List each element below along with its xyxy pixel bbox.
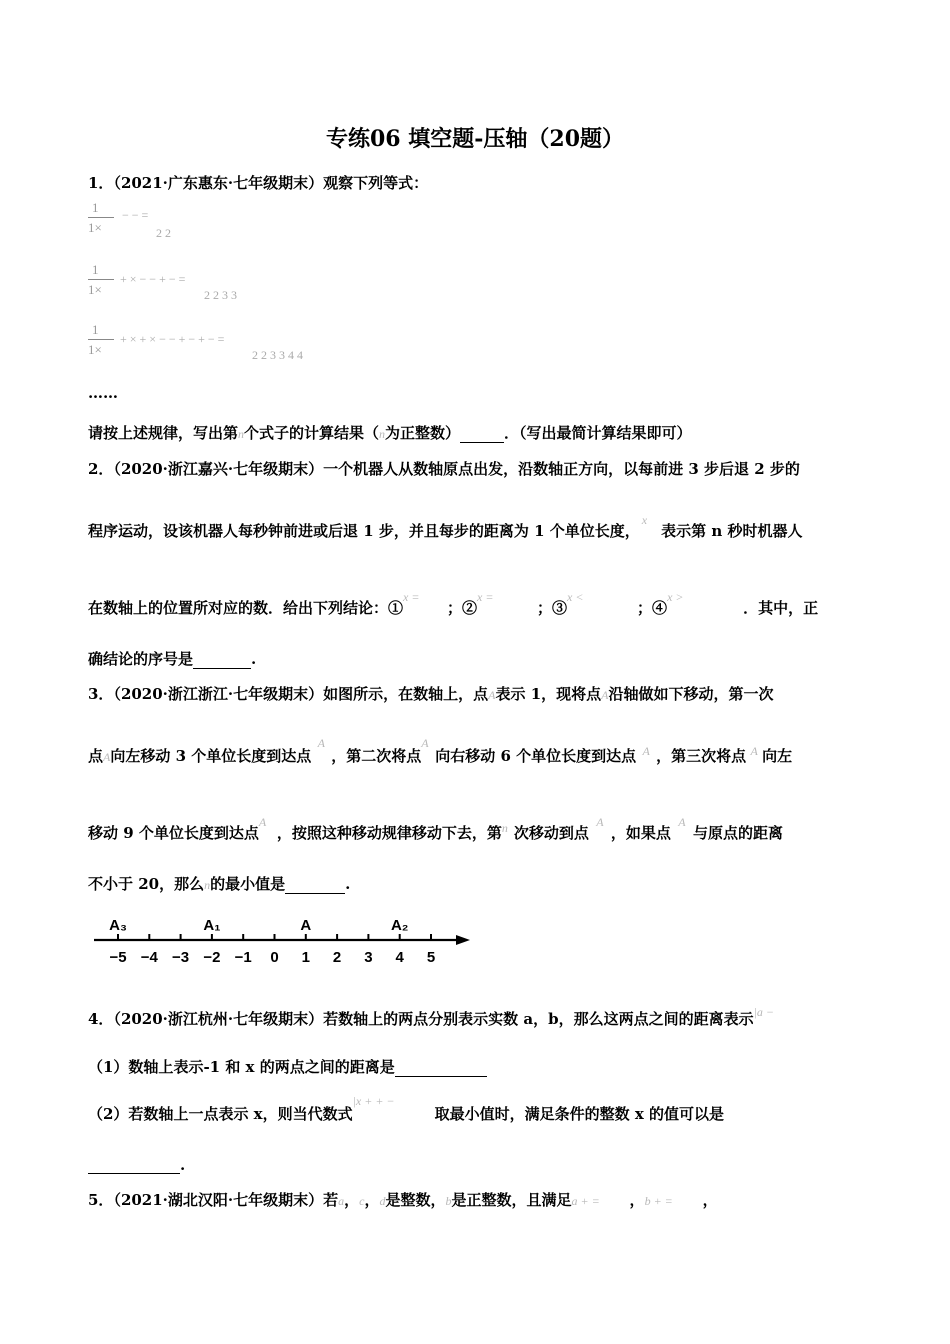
axis-tick-label: −2 <box>203 949 221 966</box>
q3-text: 向左 <box>762 747 793 765</box>
axis-tick-label: 2 <box>332 949 342 966</box>
variable-n: n <box>379 427 386 441</box>
conclusion-1: x = <box>403 590 420 604</box>
q3-text: ，第二次将点 <box>331 747 422 765</box>
axis-tick-label: 1 <box>301 949 310 966</box>
q5-text: 若 <box>323 1191 339 1209</box>
q1-eq3-terms: + × + × − − + − + − = <box>120 332 225 346</box>
q3-text: 不小于 20，那么 <box>88 875 205 893</box>
q3-text: 表示 1，现将点 <box>495 685 602 703</box>
point-a2-label: A <box>642 744 650 758</box>
axis-tick-label: −4 <box>140 949 158 966</box>
q3-line-3 <box>88 815 783 843</box>
q4-text: 若数轴上的两点分别表示实数 a，b，那么这两点之间的距离表示 <box>323 1010 754 1028</box>
q1-ask-part: 请按上述规律，写出第 <box>88 424 239 442</box>
q3-text: 的最小值是 <box>210 875 286 893</box>
point-an-label: A <box>596 815 604 829</box>
condition-1: a + = <box>571 1194 600 1208</box>
q1-eq1-denominators: 2 2 <box>156 226 171 240</box>
q2-text: 表示第 n 秒时机器人 <box>661 522 803 540</box>
conclusion-3: x < <box>567 590 584 604</box>
q3-line-1 <box>88 683 774 704</box>
q2-line-1 <box>88 458 800 479</box>
q3-source: （2020·浙江浙江·七年级期末） <box>113 685 324 703</box>
q3-line-2 <box>88 736 793 766</box>
fraction-numerator: 1 <box>92 322 99 337</box>
variable-x: x <box>641 513 648 527</box>
q4-text: （1）数轴上表示-1 和 x 的两点之间的距离是 <box>88 1058 395 1076</box>
q3-text: 与原点的距离 <box>692 824 783 842</box>
q4-text: 取最小值时，满足条件的整数 x 的值可以是 <box>434 1105 724 1123</box>
page-title: 专练06 填空题-压轴（20题） <box>325 126 625 152</box>
q2-text: 在数轴上的位置所对应的数．给出下列结论：① <box>88 599 404 617</box>
q4-line-1 <box>88 1005 774 1029</box>
q1-ask-part: 为正整数） <box>385 424 461 442</box>
q3-number: 3． <box>88 685 114 703</box>
q3-text: 如图所示，在数轴上，点 <box>323 685 489 703</box>
variable-n: n <box>501 821 508 835</box>
variable-n: n <box>238 427 245 441</box>
q1-source: （2021·广东惠东·七年级期末） <box>113 174 324 192</box>
q5-source: （2021·湖北汉阳·七年级期末） <box>113 1191 324 1209</box>
q2-line-4: 确结论的序号是 . <box>88 650 257 668</box>
axis-tick-label: −1 <box>234 949 252 966</box>
variable-c: c <box>359 1194 365 1208</box>
q2-text: 一个机器人从数轴原点出发，沿数轴正方向，以每前进 3 步后退 2 步的 <box>323 460 800 478</box>
q3-text: ，如果点 <box>610 824 671 842</box>
axis-tick-label: 0 <box>270 949 279 966</box>
q2-text: ；② <box>447 599 478 617</box>
axis-arrow-icon <box>456 935 470 945</box>
axis-tick-label: −5 <box>109 949 127 966</box>
axis-point-label: A₃ <box>109 917 127 934</box>
point-a1-label: A <box>317 736 325 750</box>
condition-2: b + = <box>644 1194 673 1208</box>
point-a2-label: A <box>750 744 758 758</box>
q2-number: 2． <box>88 460 114 478</box>
axis-tick-label: 3 <box>364 949 373 966</box>
point-a-label: A <box>601 688 609 702</box>
q3-line-4: 不小于 20，那么n的最小值是 . <box>88 875 351 893</box>
q3-text: 向右移动 6 个单位长度到达点 <box>435 747 637 765</box>
axis-tick-label: −3 <box>172 949 190 966</box>
answer-blank <box>460 428 504 443</box>
q4-source: （2020·浙江杭州·七年级期末） <box>113 1010 324 1028</box>
q2-source: （2020·浙江嘉兴·七年级期末） <box>113 460 324 478</box>
fraction-bar <box>88 339 114 340</box>
answer-blank <box>88 1159 180 1174</box>
fraction-bar <box>88 217 114 218</box>
q1-ask <box>88 422 692 443</box>
q1-ask-part: ．（写出最简计算结果即可） <box>504 424 692 442</box>
q3-text: ，第三次将点 <box>656 747 747 765</box>
fraction-denominator: 1× <box>88 220 102 235</box>
q5-number: 5． <box>88 1191 114 1209</box>
fraction-bar <box>88 279 114 280</box>
q3-text: 移动 9 个单位长度到达点 <box>88 824 259 842</box>
q5-text: 是正整数，且满足 <box>451 1191 572 1209</box>
q2-line-3 <box>88 590 819 618</box>
q1-eq1-terms: − − = <box>122 208 149 222</box>
point-a3-label: A <box>258 815 267 829</box>
q2-text: ；④ <box>637 599 668 617</box>
variable-b: b <box>445 1194 452 1208</box>
variable-a: a <box>338 1194 345 1208</box>
axis-tick-label: 4 <box>395 949 404 966</box>
q4-number: 4． <box>88 1010 114 1028</box>
q4-text: （2）若数轴上一点表示 x，则当代数式 <box>88 1105 353 1123</box>
q1-stem: 观察下列等式： <box>323 174 429 192</box>
fraction-denominator: 1× <box>88 342 102 357</box>
axis-point-label: A₂ <box>390 917 409 934</box>
fraction-numerator: 1 <box>92 200 99 215</box>
q3-text: 点 <box>88 747 104 765</box>
axis-point-label: A <box>300 917 312 934</box>
number-line-figure <box>88 908 478 968</box>
q3-text: ，按照这种移动规律移动下去，第 <box>276 824 502 842</box>
q3-text: 沿轴做如下移动，第一次 <box>608 685 774 703</box>
q2-text: 确结论的序号是 <box>88 650 194 668</box>
answer-blank <box>395 1062 487 1077</box>
q1-number: 1． <box>88 174 114 192</box>
q5-text: 是整数， <box>385 1191 446 1209</box>
q2-text: 程序运动，设该机器人每秒钟前进或后退 1 步，并且每步的距离为 1 个单位长度， <box>88 522 640 540</box>
point-a-label: A <box>103 750 111 764</box>
abs-expression: |x + + − <box>352 1094 395 1108</box>
variable-d: d <box>379 1194 386 1208</box>
q2-line-2 <box>88 513 803 541</box>
point-a-label: A <box>488 688 496 702</box>
answer-blank <box>193 654 251 669</box>
q1-ask-part: 个式子的计算结果（ <box>244 424 380 442</box>
q2-text: ．其中，正 <box>743 599 819 617</box>
variable-n: n <box>204 878 211 892</box>
axis-tick-label: 5 <box>426 949 436 966</box>
q5-line-1: 5．（2021·湖北汉阳·七年级期末）若a，c，d是整数，b是正整数，且满足a + = ，b + = ， <box>88 1191 718 1209</box>
q4-sub-2 <box>88 1094 724 1124</box>
q4-sub-1 <box>88 1056 487 1077</box>
fraction-numerator: 1 <box>92 262 99 277</box>
axis-point-label: A₁ <box>203 917 221 934</box>
conclusion-4: x > <box>667 590 684 604</box>
point-an-label: A <box>678 815 686 829</box>
q1-eq2-denominators: 2 2 3 3 <box>204 288 237 302</box>
q1-header <box>88 172 428 193</box>
q1-eq2-terms: + × − − + − = <box>120 272 186 286</box>
q3-text: 向左移动 3 个单位长度到达点 <box>110 747 312 765</box>
q4-blank-line: . <box>88 1156 185 1174</box>
q2-text: ；③ <box>537 599 568 617</box>
abs-expression: |a − <box>753 1005 774 1019</box>
point-a1-label: A <box>421 736 429 750</box>
q1-eq3-denominators: 2 2 3 3 4 4 <box>252 348 303 362</box>
q3-text: 次移动到点 <box>513 824 589 842</box>
fraction-denominator: 1× <box>88 282 102 297</box>
answer-blank <box>285 879 345 894</box>
conclusion-2: x = <box>477 590 494 604</box>
q1-ellipsis: …… <box>88 384 118 402</box>
